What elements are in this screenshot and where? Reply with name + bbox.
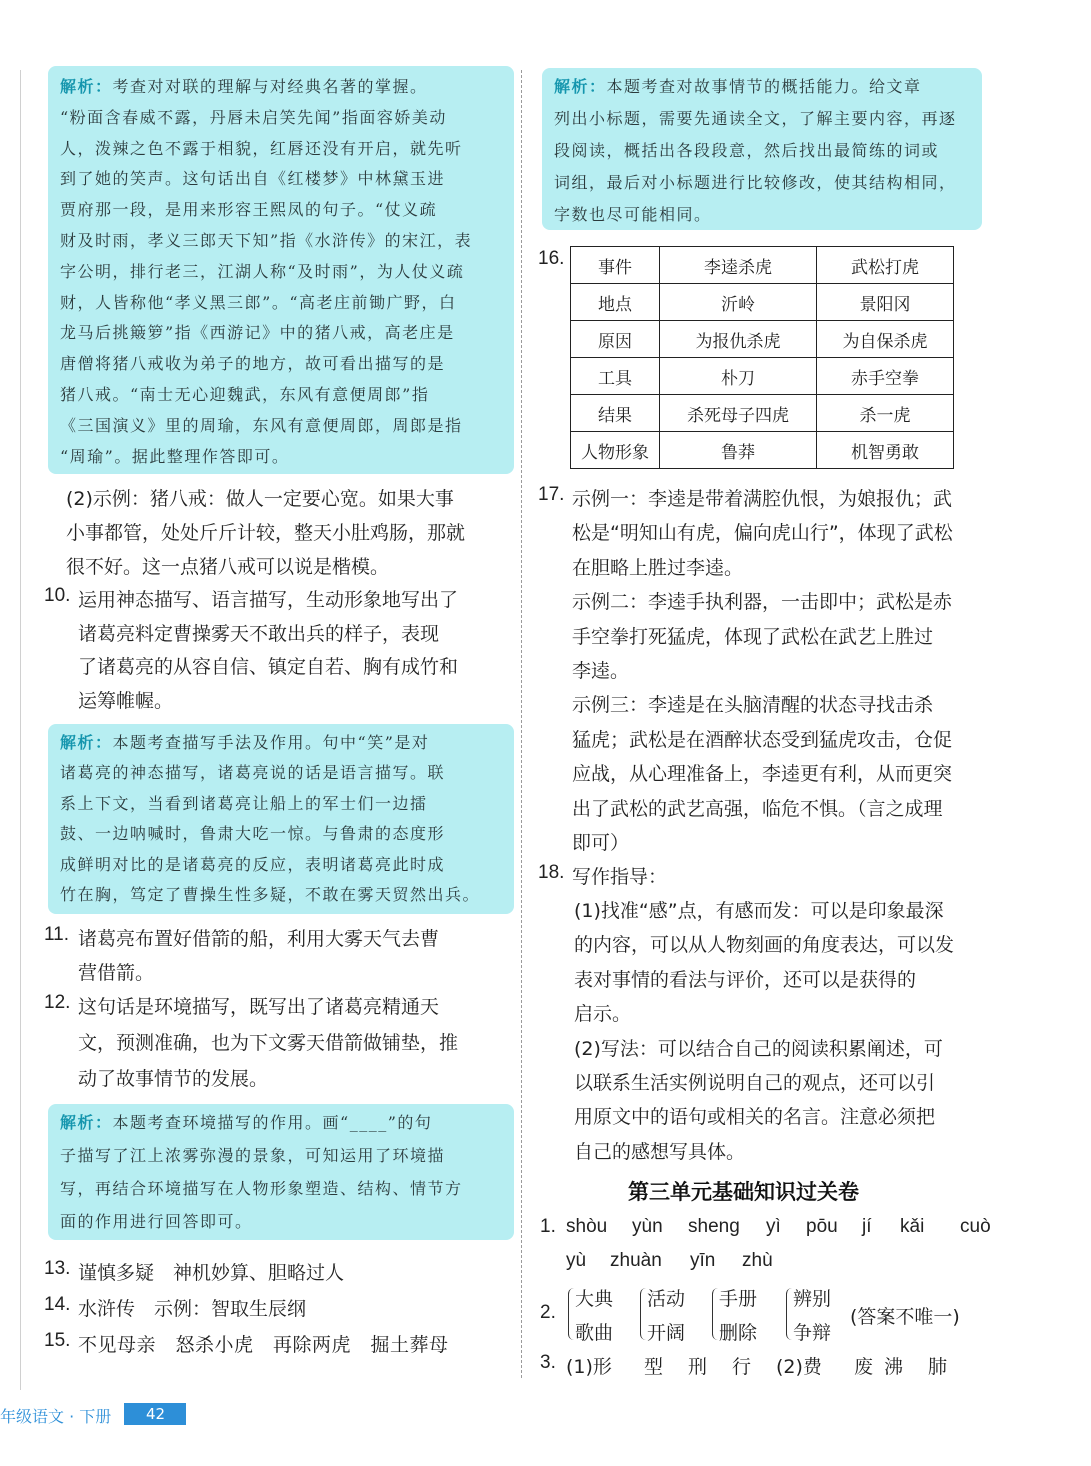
answer-number: 2. — [540, 1302, 556, 1323]
analysis-line — [554, 74, 922, 97]
analysis-text: 本题考查对故事情节的概括能力。给文章 — [606, 77, 922, 96]
analysis-line — [60, 382, 429, 405]
group-word: 歌曲 — [575, 1322, 614, 1344]
answer-line: 运用神态描写、语言描写，生动形象地写出了 — [78, 589, 459, 611]
analysis-line — [60, 228, 472, 251]
analysis-text: 词组，最后对小标题进行比较修改，使其结构相同， — [554, 173, 957, 192]
analysis-line — [60, 821, 445, 844]
analysis-text: “粉面含春威不露，丹唇未启笑先闻”指面容娇美动 — [60, 107, 447, 127]
analysis-line — [60, 730, 429, 753]
page-edge-line — [20, 70, 21, 1390]
answer-line: 运筹帷幄。 — [78, 689, 174, 712]
analysis-line — [60, 166, 445, 189]
analysis-label: 解析： — [554, 77, 607, 96]
answer-line: 自己的感想写具体。 — [574, 1140, 746, 1163]
table-row — [571, 358, 954, 395]
analysis-line — [554, 202, 712, 225]
unit-title: 第三单元基础知识过关卷 — [628, 1180, 859, 1204]
analysis-text: 龙马后挑簸箩”指《西游记》中的猪八戒，高老庄是 — [60, 323, 455, 343]
analysis-label: 解析： — [60, 77, 113, 96]
analysis-line — [60, 351, 445, 374]
analysis-box-2 — [48, 724, 514, 914]
book-label: 年级语文 · 下册 — [0, 1407, 112, 1426]
answer-line: 示例一：李逵是带着满腔仇恨，为娘报仇；武 — [572, 488, 953, 510]
analysis-line — [60, 136, 463, 159]
analysis-line — [554, 106, 957, 129]
answer-number: 16. — [538, 248, 565, 269]
answer-line: (2)示例：猪八戒：做人一定要心宽。如果大事 — [66, 488, 454, 510]
pinyin-answer: zhuàn — [610, 1250, 662, 1271]
analysis-line — [60, 413, 463, 436]
answer-number: 15. — [44, 1330, 71, 1351]
answer-line: (2)写法：可以结合自己的阅读积累阐述，可 — [574, 1037, 943, 1060]
answer-number: 3. — [540, 1352, 556, 1373]
answer-line: 用原文中的语句或相关的名言。注意必须把 — [574, 1106, 936, 1129]
pinyin-answer: yùn — [632, 1216, 663, 1237]
answer-remark: (答案不唯一) — [850, 1306, 960, 1328]
column-divider — [521, 70, 522, 1378]
group-word: 大典 — [575, 1288, 614, 1310]
group-word: 争辩 — [793, 1322, 832, 1344]
answer-line: 出了武松的武艺高强，临危不惧。（言之成理 — [572, 797, 943, 820]
table-cell: 为自保杀虎 — [817, 321, 954, 358]
table-cell: 结果 — [571, 395, 660, 432]
analysis-text: 贾府那一段，是用来形容王熙凤的句子。“仗义疏 — [60, 200, 438, 220]
table-row — [571, 247, 954, 284]
analysis-text: 考查对对联的理解与对经典名著的掌握。 — [112, 77, 428, 96]
answer-line: 在胆略上胜过李逵。 — [572, 556, 744, 579]
answer-line: (1)找准“感”点，有感而发：可以是印象最深 — [574, 900, 944, 922]
analysis-text: 唐僧将猪八戒收为弟子的地方，故可看出描写的是 — [60, 354, 446, 374]
character-answer: 废 — [854, 1356, 874, 1378]
pinyin-answer: kǎi — [900, 1216, 925, 1237]
analysis-line — [60, 1176, 463, 1199]
character-answer: (2)费 — [776, 1356, 822, 1378]
table-cell: 景阳冈 — [817, 284, 954, 321]
table-cell: 地点 — [571, 284, 660, 321]
analysis-text: 鼓、一边呐喊时，鲁肃大吃一惊。与鲁肃的态度形 — [60, 824, 446, 844]
analysis-text: 竹在胸，笃定了曹操生性多疑，不敢在雾天贸然出兵。 — [60, 885, 481, 904]
character-answer: 行 — [732, 1356, 752, 1378]
analysis-line — [60, 1110, 432, 1133]
analysis-line — [60, 444, 289, 467]
comparison-table — [570, 246, 954, 469]
answer-line: 诸葛亮布置好借箭的船，利用大雾天气去曹 — [78, 928, 440, 950]
answer-line: 应战，从心理准备上，李逵更有利，从而更突 — [572, 763, 953, 786]
analysis-text: 子描写了江上浓雾弥漫的景象，可知运用了环境描 — [60, 1146, 446, 1165]
pinyin-answer: shòu — [566, 1216, 608, 1237]
brace-mark — [640, 1288, 646, 1340]
analysis-text: 财，人皆称他“孝义黑三郎”。“高老庄前锄广野，白 — [60, 292, 457, 312]
analysis-text: 成鲜明对比的是诸葛亮的反应，表明诸葛亮此时成 — [60, 854, 446, 874]
table-row — [571, 432, 954, 469]
answer-line: 猛虎；武松是在酒醉状态受到猛虎攻击，仓促 — [572, 728, 953, 751]
answer-text: 水浒传 示例：智取生辰纲 — [78, 1298, 307, 1320]
analysis-text: 猪八戒。“南士无心迎魏武，东风有意便周郎”指 — [60, 385, 430, 404]
analysis-text: 列出小标题，需要先通读全文，了解主要内容，再逐 — [554, 109, 957, 128]
brace-mark — [568, 1288, 574, 1340]
answer-line: 了诸葛亮的从容自信、镇定自若、胸有成竹和 — [78, 656, 459, 678]
answer-number: 11. — [44, 924, 70, 945]
table-cell: 杀一虎 — [817, 395, 954, 432]
analysis-line — [60, 320, 455, 343]
table-row — [571, 284, 954, 321]
analysis-text: 本题考查环境描写的作用。画“____”的句 — [112, 1113, 433, 1132]
answer-line: 示例二：李逵手执利器，一击即中；武松是赤 — [572, 591, 953, 614]
pinyin-answer: yīn — [690, 1250, 716, 1271]
pinyin-answer: cuò — [960, 1216, 991, 1237]
pinyin-answer: yì — [766, 1216, 781, 1237]
analysis-text: 字公明，排行老三，江湖人称“及时雨”，为人仗义疏 — [60, 261, 465, 281]
analysis-line — [60, 259, 464, 282]
word-group — [712, 1284, 782, 1344]
answer-line: 示例三：李逵是在头脑清醒的状态寻找击杀 — [572, 694, 934, 717]
analysis-line — [60, 791, 428, 814]
analysis-text: 《三国演义》里的周瑜，东风有意便周郎，周郎是指 — [60, 415, 463, 435]
analysis-line — [554, 138, 939, 161]
group-word: 活动 — [647, 1288, 686, 1310]
analysis-text: 系上下文，当看到诸葛亮让船上的军士们一边擂 — [60, 793, 428, 813]
page-number: 42 — [124, 1403, 186, 1425]
table-cell: 赤手空拳 — [817, 358, 954, 395]
analysis-line — [60, 1209, 253, 1232]
table-cell: 朴刀 — [660, 358, 817, 395]
analysis-label: 解析： — [60, 733, 113, 752]
word-group — [786, 1284, 856, 1344]
analysis-line — [60, 290, 457, 313]
table-cell: 工具 — [571, 358, 660, 395]
answer-number: 14. — [44, 1294, 71, 1315]
analysis-text: 段阅读，概括出各段段意，然后找出最简练的词或 — [554, 141, 940, 160]
analysis-text: 本题考查描写手法及作用。句中“笑”是对 — [112, 733, 430, 752]
pinyin-answer: zhù — [742, 1250, 773, 1271]
answer-number: 12. — [44, 992, 71, 1013]
answer-line: 松是“明知山有虎，偏向虎山行”，体现了武松 — [572, 522, 953, 545]
answer-line: 很不好。这一点猪八戒可以说是楷模。 — [66, 556, 390, 578]
word-group — [568, 1284, 638, 1344]
answer-number: 18. — [538, 862, 565, 883]
character-answer: 刑 — [688, 1356, 708, 1378]
analysis-line — [60, 105, 447, 128]
answer-line: 小事都管，处处斤斤计较，整天小肚鸡肠，那就 — [66, 522, 466, 544]
analysis-text: 到了她的笑声。这句话出自《红楼梦》中林黛玉进 — [60, 169, 446, 189]
analysis-box-3 — [48, 1104, 514, 1240]
group-word: 辨别 — [793, 1288, 832, 1310]
character-answer: 肺 — [928, 1356, 948, 1378]
analysis-line — [60, 1143, 445, 1166]
answer-line: 表对事情的看法与评价，还可以是获得的 — [574, 968, 917, 991]
word-group — [640, 1284, 710, 1344]
brace-mark — [786, 1288, 792, 1340]
pinyin-answer: yù — [566, 1250, 587, 1271]
answer-line: 的内容，可以从人物刻画的角度表达，可以发 — [574, 934, 955, 957]
answer-heading: 写作指导： — [572, 866, 668, 888]
analysis-line — [554, 170, 957, 193]
answer-line: 即可） — [572, 832, 630, 854]
character-answer: (1)形 — [566, 1356, 612, 1378]
analysis-box-4 — [542, 68, 982, 230]
analysis-text: 诸葛亮的神态描写，诸葛亮说的话是语言描写。联 — [60, 763, 446, 783]
answer-text: 不见母亲 怒杀小虎 再除两虎 掘土葬母 — [78, 1334, 449, 1356]
analysis-line — [60, 74, 428, 97]
group-word: 删除 — [719, 1322, 758, 1344]
table-cell: 李逵杀虎 — [660, 247, 817, 284]
group-word: 开阔 — [647, 1322, 686, 1344]
analysis-text: 人，泼辣之色不露于相貌，红唇还没有开启，就先听 — [60, 138, 463, 158]
analysis-line — [60, 760, 445, 783]
answer-number: 1. — [540, 1216, 556, 1237]
analysis-text: 财及时雨，孝义三郎天下知”指《水浒传》的宋江，表 — [60, 231, 473, 250]
table-cell: 武松打虎 — [817, 247, 954, 284]
answer-line: 以联系生活实例说明自己的观点，还可以引 — [574, 1072, 936, 1094]
group-word: 手册 — [719, 1288, 758, 1310]
analysis-line — [60, 852, 445, 875]
table-cell: 沂岭 — [660, 284, 817, 321]
analysis-box-1 — [48, 66, 514, 474]
answer-line: 启示。 — [574, 1003, 632, 1026]
answer-number: 17. — [538, 484, 565, 505]
analysis-text: 写，再结合环境描写在人物形象塑造、结构、情节方 — [60, 1179, 463, 1198]
analysis-text: “周瑜”。据此整理作答即可。 — [60, 446, 290, 466]
answer-text: 谨慎多疑 神机妙算、胆略过人 — [78, 1262, 345, 1284]
answer-line: 营借箭。 — [78, 962, 155, 984]
analysis-label: 解析： — [60, 1113, 113, 1132]
analysis-text: 字数也尽可能相同。 — [554, 205, 712, 224]
analysis-line — [60, 882, 480, 905]
brace-mark — [712, 1288, 718, 1340]
table-row — [571, 395, 954, 432]
answer-line: 这句话是环境描写，既写出了诸葛亮精通天 — [78, 996, 440, 1018]
answer-number: 13. — [44, 1258, 71, 1279]
table-cell: 为报仇杀虎 — [660, 321, 817, 358]
answer-line: 手空拳打死猛虎，体现了武松在武艺上胜过 — [572, 625, 934, 648]
table-cell: 原因 — [571, 321, 660, 358]
answer-number: 10. — [44, 585, 71, 606]
answer-line: 诸葛亮料定曹操雾天不敢出兵的样子，表现 — [78, 622, 440, 645]
table-cell: 鲁莽 — [660, 432, 817, 469]
answer-line: 文，预测准确，也为下文雾天借箭做铺垫，推 — [78, 1032, 459, 1054]
table-row — [571, 321, 954, 358]
character-answer: 型 — [644, 1356, 664, 1378]
pinyin-answer: sheng — [688, 1216, 740, 1237]
analysis-line — [60, 197, 437, 220]
table-cell: 机智勇敢 — [817, 432, 954, 469]
table-cell: 人物形象 — [571, 432, 660, 469]
table-cell: 杀死母子四虎 — [660, 395, 817, 432]
table-cell: 事件 — [571, 247, 660, 284]
analysis-text: 面的作用进行回答即可。 — [60, 1212, 253, 1231]
character-answer: 沸 — [884, 1356, 904, 1378]
answer-line: 动了故事情节的发展。 — [78, 1068, 269, 1090]
pinyin-answer: pōu — [806, 1216, 838, 1237]
answer-line: 李逵。 — [572, 660, 630, 682]
pinyin-answer: jí — [862, 1216, 872, 1237]
